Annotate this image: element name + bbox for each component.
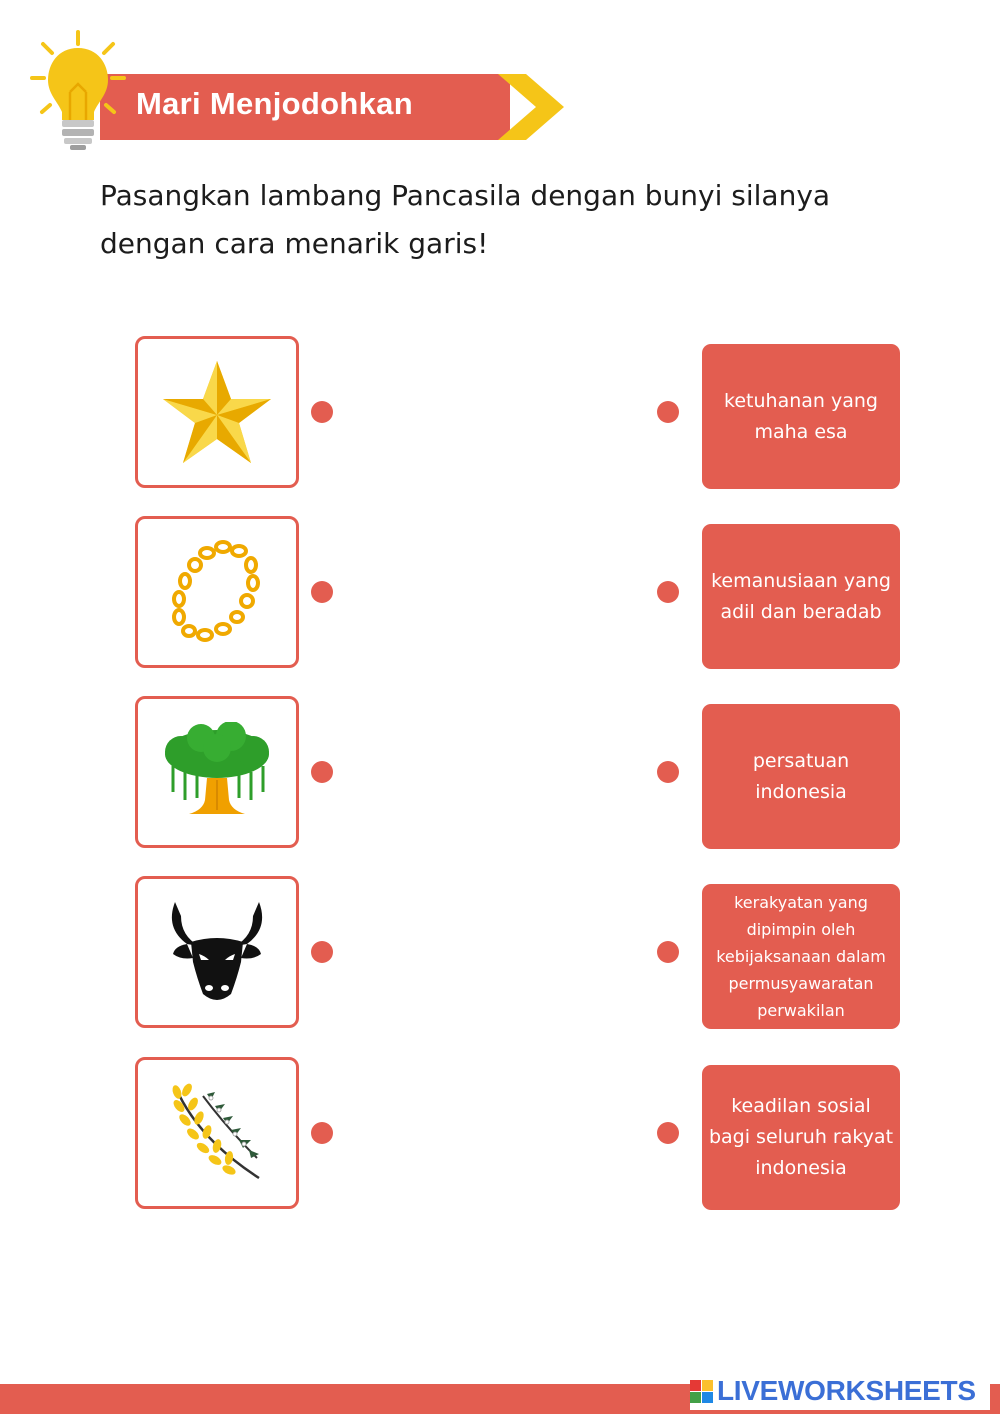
right-connector-dot-2[interactable] (657, 581, 679, 603)
answer-text-2: kemanusiaan yang adil dan beradab (711, 569, 891, 623)
page-title: Mari Menjodohkan (136, 86, 413, 121)
chain-icon (167, 537, 267, 647)
lightbulb-icon (28, 28, 128, 153)
left-connector-dot-3[interactable] (311, 761, 333, 783)
answer-card-2[interactable] (702, 524, 900, 669)
answer-card-5[interactable] (702, 1065, 900, 1210)
instruction-text (100, 172, 920, 268)
matching-row-1 (0, 336, 1000, 491)
left-connector-dot-4[interactable] (311, 941, 333, 963)
symbol-card-bull (135, 876, 299, 1028)
bull-head-icon (165, 898, 269, 1006)
chevron-arrow-icon (498, 74, 564, 140)
brand-name: LIVEWORKSHEETS (717, 1375, 976, 1406)
symbol-card-chain (135, 516, 299, 668)
left-connector-dot-1[interactable] (311, 401, 333, 423)
answer-card-4[interactable] (702, 884, 900, 1029)
answer-text-5: keadilan sosial bagi seluruh rakyat indonesia (708, 1095, 894, 1179)
symbol-card-rice-cotton (135, 1057, 299, 1209)
banyan-tree-icon (159, 722, 275, 822)
liveworksheets-logo (690, 1372, 990, 1410)
right-connector-dot-3[interactable] (657, 761, 679, 783)
answer-text-3: persatuan indonesia (752, 749, 850, 803)
star-icon (159, 357, 275, 467)
matching-row-4 (0, 876, 1000, 1031)
right-connector-dot-4[interactable] (657, 941, 679, 963)
symbol-card-tree (135, 696, 299, 848)
answer-card-3[interactable] (702, 704, 900, 849)
symbol-card-star (135, 336, 299, 488)
instruction-line-1: Pasangkan lambang Pancasila dengan bunyi silanya (100, 179, 831, 212)
instruction-line-2: dengan cara menarik garis! (100, 227, 489, 260)
answer-card-1[interactable] (702, 344, 900, 489)
answer-text-4: kerakyatan yang dipimpin oleh kebijaksanaan dalam permusyawaratan perwakilan (716, 893, 886, 1020)
matching-row-3 (0, 696, 1000, 851)
answer-text-1: ketuhanan yang maha esa (724, 389, 878, 443)
logo-blocks-icon (690, 1380, 713, 1403)
header (28, 28, 548, 158)
matching-row-5 (0, 1057, 1000, 1212)
right-connector-dot-5[interactable] (657, 1122, 679, 1144)
rice-cotton-icon (167, 1078, 267, 1188)
matching-row-2 (0, 516, 1000, 671)
right-connector-dot-1[interactable] (657, 401, 679, 423)
left-connector-dot-5[interactable] (311, 1122, 333, 1144)
left-connector-dot-2[interactable] (311, 581, 333, 603)
